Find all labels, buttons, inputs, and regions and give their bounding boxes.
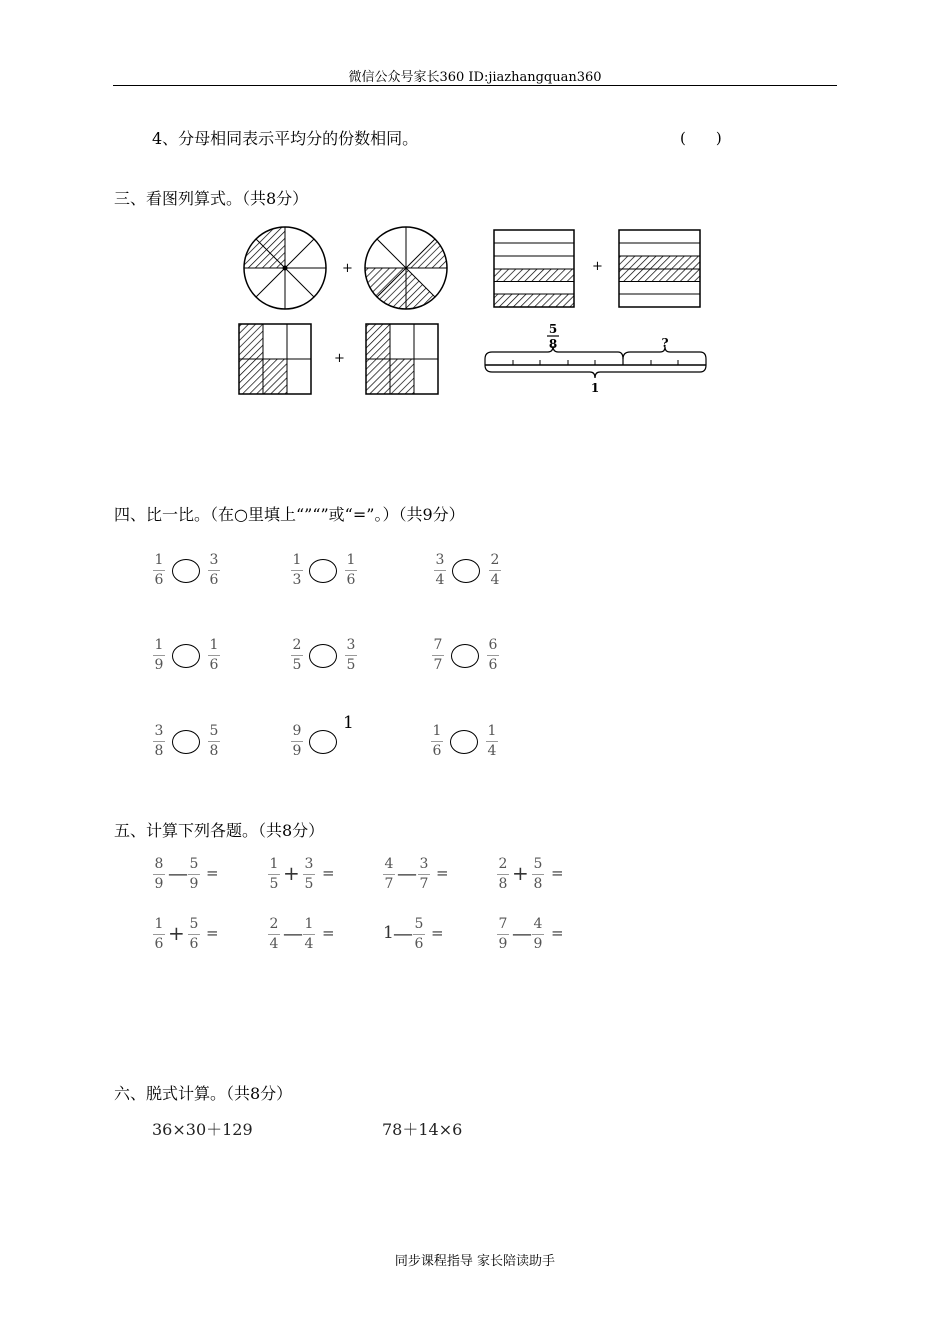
fraction: 9 9 [292,723,302,759]
bracket-bottom-label: 1 [590,381,600,395]
compare-circle[interactable] [172,644,200,668]
equals-sign: = [322,924,335,942]
operator: + [283,861,300,885]
bracket-question-mark: ? [661,336,669,350]
fraction: 5 6 [189,916,199,952]
equals-sign: = [322,864,335,882]
bracket-line-figure [485,322,706,395]
whole-number: 1 [383,923,394,943]
operator: — [283,921,303,945]
fraction: 7 7 [433,637,443,673]
whole-number: 1 [343,713,354,733]
compare-circle[interactable] [309,559,337,583]
fraction: 3 8 [154,723,164,759]
operator: — [512,921,532,945]
header-rule [113,85,837,86]
operator: + [512,861,529,885]
equals-sign: = [206,924,219,942]
fraction: 1 6 [432,723,442,759]
fraction: 1 6 [154,552,164,588]
compare-circle[interactable] [172,730,200,754]
equals-sign: = [206,864,219,882]
section-4-title: 四、比一比。（在○里填上“”“”或“=”。）（共9分） [114,505,465,524]
pie-figure-1 [244,227,326,309]
compare-circle[interactable] [309,644,337,668]
grid-figure-1 [239,324,311,394]
expression-1: 36×30＋129 [152,1120,253,1139]
page-header: 微信公众号家长360 ID:jiazhangquan360 [348,70,602,85]
fraction: 1 4 [487,723,497,759]
fraction: 7 9 [498,916,508,952]
fraction: 1 9 [154,637,164,673]
equals-sign: = [551,924,564,942]
fraction: 1 6 [154,916,164,952]
operator: — [168,861,188,885]
fraction: 5 6 [414,916,424,952]
section-5-title: 五、计算下列各题。（共8分） [114,821,325,840]
fraction: 4 9 [533,916,543,952]
fraction: 1 4 [304,916,314,952]
equals-sign: = [431,924,444,942]
stripe-figure-1 [494,230,574,307]
equals-sign: = [436,864,449,882]
fraction: 4 7 [384,856,394,892]
fraction: 3 5 [346,637,356,673]
operator: + [168,921,185,945]
fraction: 2 4 [490,552,500,588]
fraction: 5 9 [189,856,199,892]
compare-circle[interactable] [452,559,480,583]
fraction: 5 8 [533,856,543,892]
section-3-figure [230,222,720,402]
bracket-fraction-numerator: 5 [548,322,558,336]
pie-figure-2 [365,227,447,309]
section-6-title: 六、脱式计算。（共8分） [114,1084,293,1103]
operator: — [397,861,417,885]
operator: — [393,921,413,945]
fraction: 1 6 [209,637,219,673]
plus-sign: + [342,261,353,276]
fraction: 8 9 [154,856,164,892]
fraction: 3 6 [209,552,219,588]
compare-circle[interactable] [309,730,337,754]
fraction: 1 5 [269,856,279,892]
judge-item-4: 4、分母相同表示平均分的份数相同。 [152,129,419,148]
plus-sign: + [334,351,345,366]
fraction: 3 4 [435,552,445,588]
fraction: 2 8 [498,856,508,892]
expression-2: 78＋14×6 [382,1120,463,1139]
fraction: 1 3 [292,552,302,588]
fraction: 2 5 [292,637,302,673]
page-footer: 同步课程指导 家长陪读助手 [394,1254,556,1269]
fraction: 3 5 [304,856,314,892]
equals-sign: = [551,864,564,882]
fraction: 1 6 [346,552,356,588]
grid-figure-2 [366,324,438,394]
bracket-fraction-denominator: 8 [548,337,558,351]
stripe-figure-2 [619,230,700,307]
fraction: 3 7 [419,856,429,892]
compare-circle[interactable] [451,644,479,668]
compare-circle[interactable] [172,559,200,583]
answer-bracket[interactable]: ( ) [680,129,722,147]
fraction: 2 4 [269,916,279,952]
section-3-title: 三、看图列算式。（共8分） [114,189,309,208]
fraction: 5 8 [209,723,219,759]
plus-sign: + [592,259,603,274]
fraction: 6 6 [488,637,498,673]
compare-circle[interactable] [450,730,478,754]
